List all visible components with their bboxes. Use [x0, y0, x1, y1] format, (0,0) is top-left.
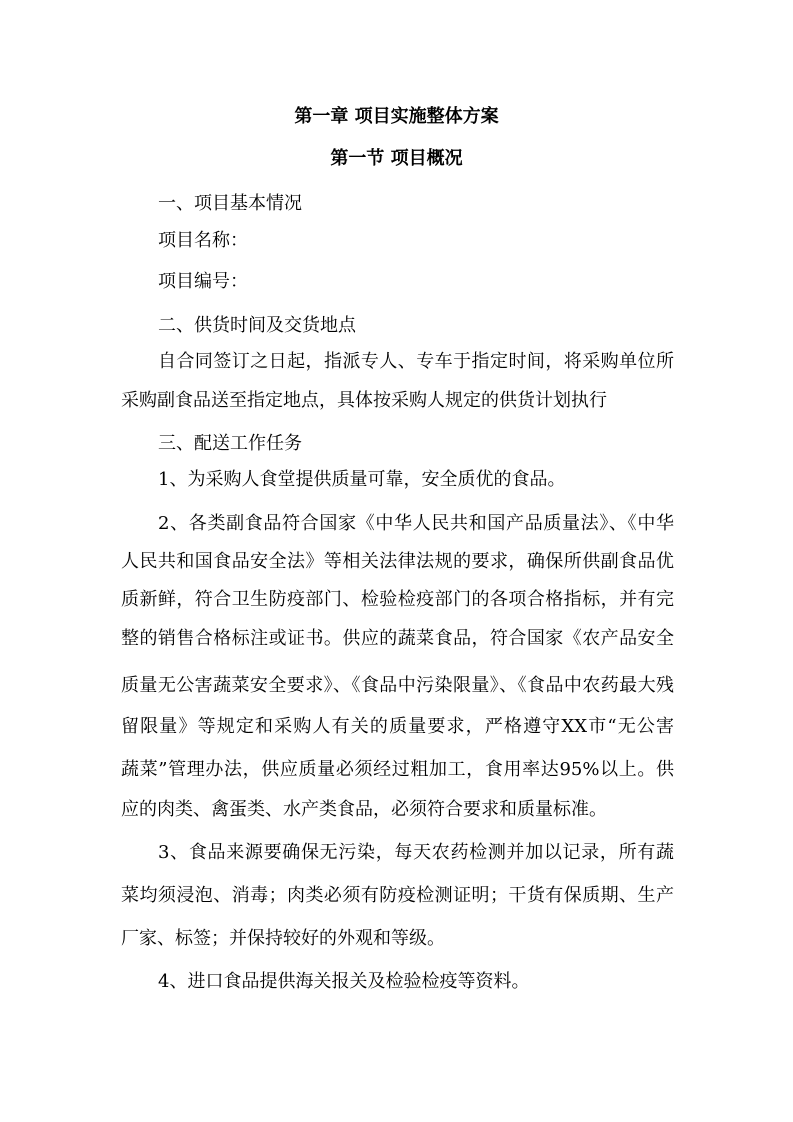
paragraph-line: 质量无公害蔬菜安全要求》、《食品中污染限量》、《食品中农药最大残	[121, 675, 674, 696]
heading-tasks: 三、配送工作任务	[158, 433, 302, 454]
task-item-4: 4、进口食品提供海关报关及检验检疫等资料。	[158, 971, 530, 992]
paragraph-line: 应的肉类、禽蛋类、水产类食品，必须符合要求和质量标准。	[121, 799, 607, 820]
task-item-1: 1、为采购人食堂提供质量可靠，安全质优的食品。	[158, 469, 566, 490]
paragraph-line: 人民共和国食品安全法》等相关法律法规的要求，确保所供副食品优	[121, 551, 674, 572]
paragraph-line: 留限量》等规定和采购人有关的质量要求，严格遵守XX市“无公害	[121, 716, 674, 737]
heading-basic-info: 一、项目基本情况	[158, 193, 302, 214]
heading-delivery: 二、供货时间及交货地点	[158, 315, 356, 336]
paragraph-line: 菜均须浸泡、消毒；肉类必须有防疫检测证明；干货有保质期、生产	[121, 885, 674, 906]
paragraph-line: 蔬菜”管理办法，供应质量必须经过粗加工，食用率达95%以上。供	[121, 759, 674, 780]
paragraph-line: 3、食品来源要确保无污染，每天农药检测并加以记录，所有蔬	[158, 842, 674, 863]
chapter-title: 第一章 项目实施整体方案	[294, 106, 499, 127]
project-number-label: 项目编号：	[158, 271, 248, 292]
paragraph-line: 采购副食品送至指定地点，具体按采购人规定的供货计划执行	[121, 390, 607, 411]
paragraph-line: 整的销售合格标注或证书。供应的蔬菜食品，符合国家《农产品安全	[121, 628, 674, 649]
section-title: 第一节 项目概况	[330, 148, 463, 169]
paragraph-line: 2、各类副食品符合国家《中华人民共和国产品质量法》、《中华	[158, 513, 674, 534]
project-name-label: 项目名称：	[158, 230, 248, 251]
paragraph-line: 自合同签订之日起，指派专人、专车于指定时间，将采购单位所	[158, 351, 674, 372]
paragraph-line: 质新鲜，符合卫生防疫部门、检验检疫部门的各项合格指标，并有完	[121, 589, 674, 610]
paragraph-line: 厂家、标签；并保持较好的外观和等级。	[121, 928, 445, 949]
